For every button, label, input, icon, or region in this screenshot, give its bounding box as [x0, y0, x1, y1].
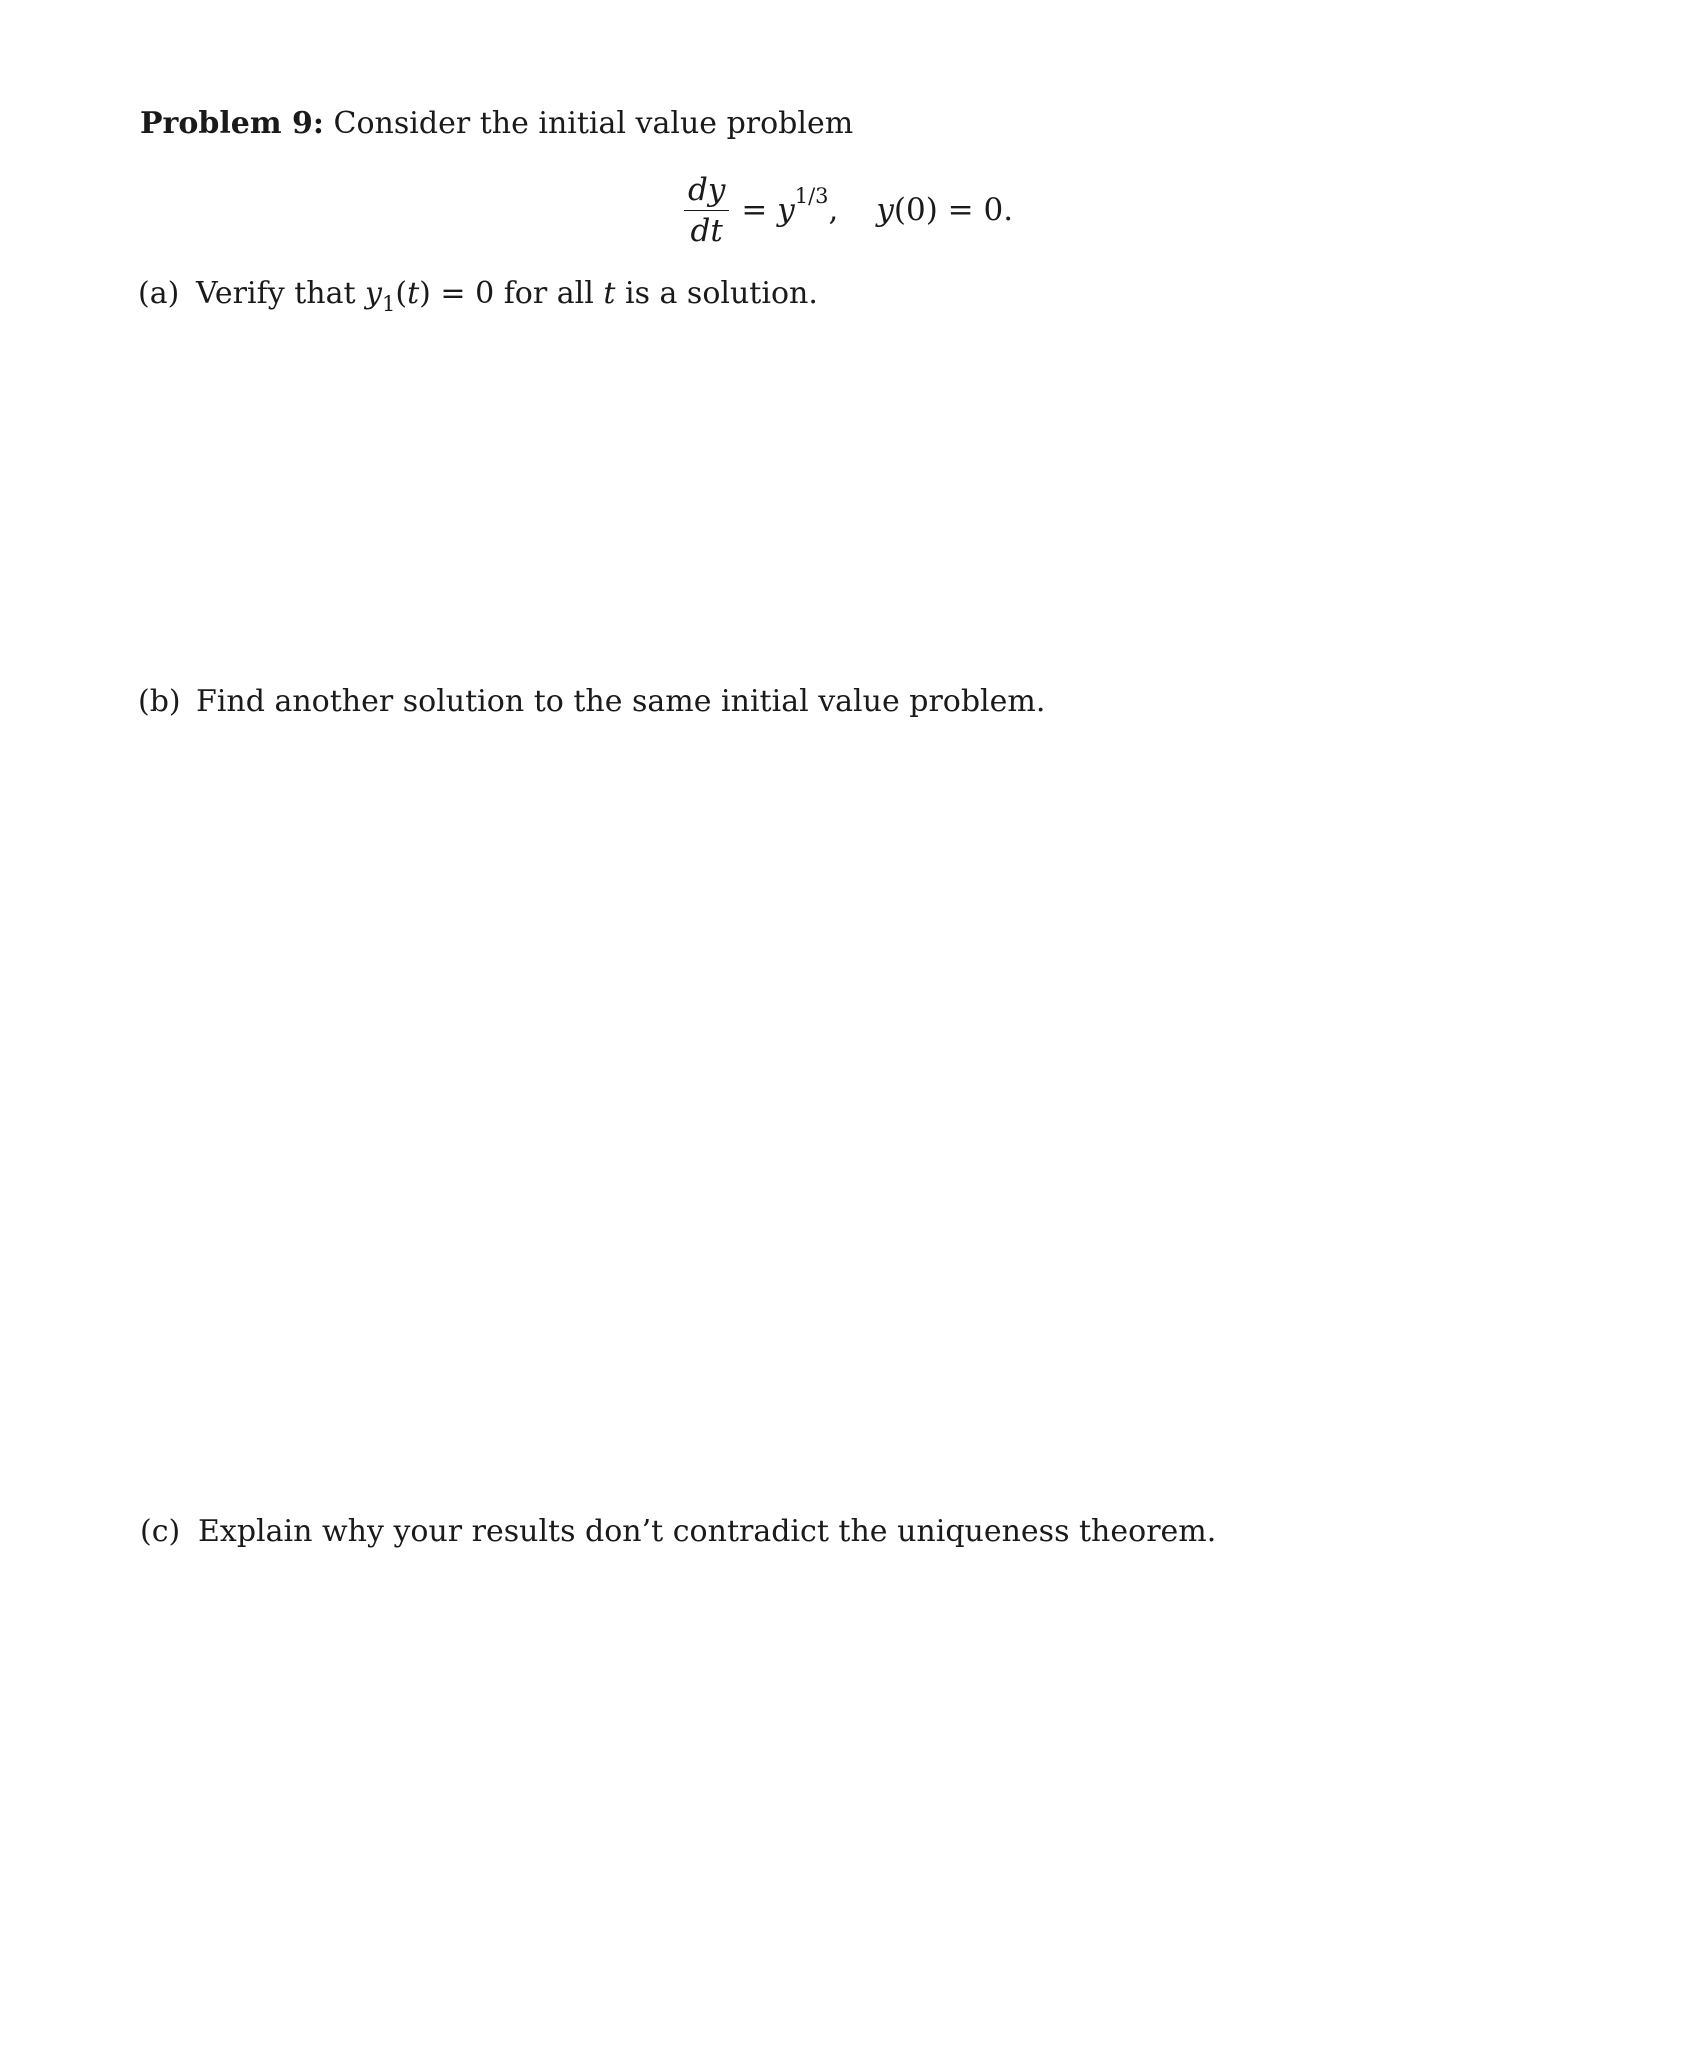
- part-a-variable: t: [603, 276, 616, 311]
- part-a-text-3: is a solution.: [615, 276, 818, 311]
- problem-heading: [140, 106, 853, 142]
- part-a-text-1: Verify that: [196, 276, 366, 311]
- initial-condition-function: y: [876, 192, 894, 228]
- equation-comma: ,: [828, 192, 839, 228]
- part-b-text: Find another solution to the same initial value problem.: [196, 684, 1046, 719]
- fraction-denominator: dt: [690, 212, 723, 249]
- part-a-paren-open: (: [395, 276, 408, 311]
- fraction-numerator: dy: [684, 172, 729, 211]
- part-b: [138, 684, 1045, 720]
- part-c: [140, 1514, 1216, 1550]
- part-c-label: (c): [140, 1514, 181, 1549]
- problem-intro: Consider the initial value problem: [333, 106, 854, 141]
- part-a: [138, 276, 818, 314]
- part-a-function-argument: t: [407, 276, 420, 311]
- part-a-function-subscript: 1: [382, 292, 396, 316]
- part-a-label: (a): [138, 276, 180, 311]
- part-a-paren-close: ): [419, 276, 431, 311]
- initial-condition-value: = 0.: [947, 192, 1014, 228]
- equals-sign: =: [741, 192, 768, 228]
- ivp-equation: [684, 170, 1013, 250]
- rhs-base: y: [777, 192, 795, 228]
- problem-label: Problem 9:: [140, 106, 324, 141]
- initial-condition-argument: (0): [893, 192, 938, 228]
- part-a-function: y: [365, 276, 382, 311]
- part-a-text-2: = 0 for all: [430, 276, 604, 311]
- rhs-exponent: 1/3: [794, 184, 829, 208]
- part-b-label: (b): [138, 684, 181, 719]
- part-c-text: Explain why your results don’t contradict the uniqueness theorem.: [198, 1514, 1217, 1549]
- derivative-fraction: [684, 172, 729, 249]
